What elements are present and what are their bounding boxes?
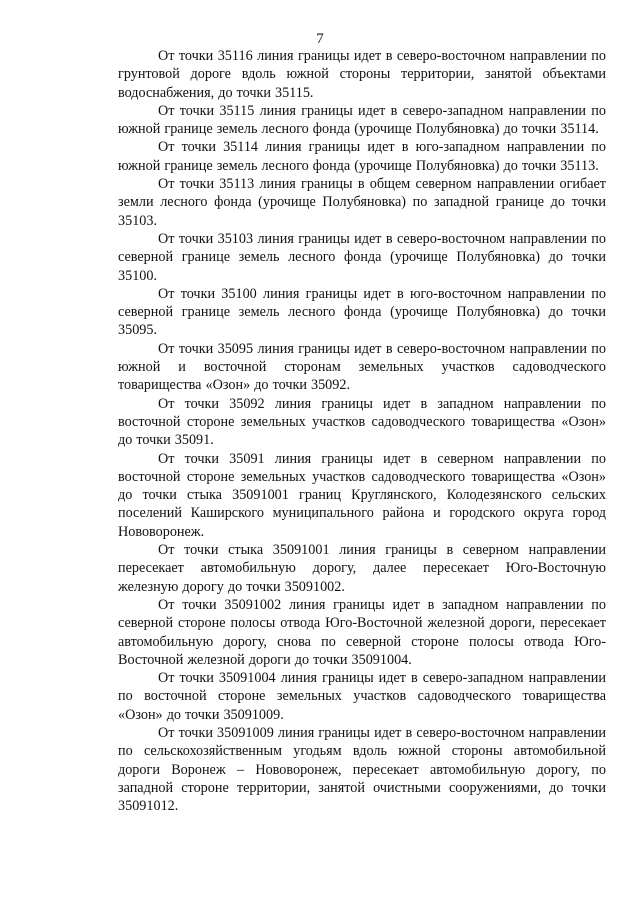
document-body <box>118 47 606 815</box>
paragraph-8: От точки 35092 линия границы идет в западном направлении по восточной стороне земельных участков садоводческого товарищества «Озон» до точки 35091. <box>118 395 606 449</box>
paragraph-7: От точки 35095 линия границы идет в северо-восточном направлении по южной и восточной сторонам земельных участков садоводческого товарищества «Озон» до точки 35092. <box>118 340 606 394</box>
paragraph-1: От точки 35116 линия границы идет в северо-восточном направлении по грунтовой дороге вдоль южной стороны территории, занятой объектами водоснабжения, до точки 35115. <box>118 48 606 101</box>
paragraph-5: От точки 35103 линия границы идет в северо-восточном направлении по северной границе земель лесного фонда (урочище Полубяновка) до точки 35100. <box>118 230 606 284</box>
paragraph-9: От точки 35091 линия границы идет в северном направлении по восточной стороне земельных участков садоводческого товарищества «Озон» до точки стыка 35091001 границ Круглянского, Колодезянского сельских поселений Каширского муниципального района и городского округа город Нововоронеж. <box>118 450 606 540</box>
paragraph-11: От точки 35091002 линия границы идет в западном направлении по северной стороне полосы отвода Юго-Восточной железной дороги, пересекает автомобильную дорогу, снова по северной стороне полосы отвода Юго-Восточной железной дороги до точки 35091004. <box>118 596 606 668</box>
paragraph-12: От точки 35091004 линия границы идет в северо-западном направлении по восточной стороне земельных участков садоводческого товарищества «Озон» до точки 35091009. <box>118 670 606 723</box>
paragraph-4: От точки 35113 линия границы в общем северном направлении огибает земли лесного фонда (урочище Полубяновка) по западной границе до точки 35103. <box>118 176 606 229</box>
paragraph-6: От точки 35100 линия границы идет в юго-восточном направлении по северной границе земель лесного фонда (урочище Полубяновка) до точки 35095. <box>118 285 606 339</box>
paragraph-10: От точки стыка 35091001 линия границы в северном направлении пересекает автомобильную дорогу, далее пересекает Юго-Восточную железную дорогу до точки 35091002. <box>118 542 606 595</box>
page-number: 7 <box>316 31 324 47</box>
paragraph-3: От точки 35114 линия границы идет в юго-западном направлении по южной границе земель лесного фонда (урочище Полубяновка) до точки 35113. <box>118 139 606 174</box>
paragraph-13: От точки 35091009 линия границы идет в северо-восточном направлении по сельскохозяйственным угодьям вдоль южной стороны автомобильной дороги Воронеж – Нововоронеж, пересекает автомобильную дорогу, по западной стороне территории, занятой очистными сооружениями, до точки 35091012. <box>118 724 606 815</box>
paragraph-2: От точки 35115 линия границы идет в северо-западном направлении по южной границе земель лесного фонда (урочище Полубяновка) до точки 35114. <box>118 102 606 138</box>
